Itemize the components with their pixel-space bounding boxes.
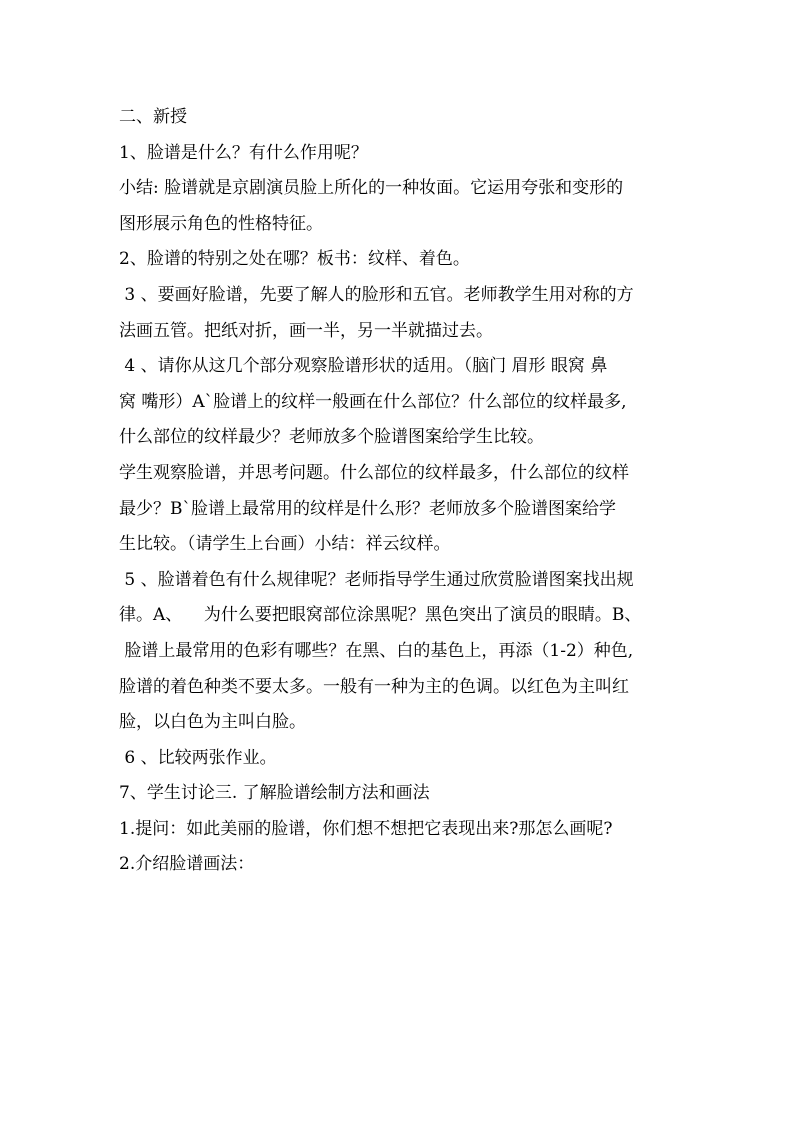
paragraph-line: 5 、脸谱着色有什么规律呢？老师指导学生通过欣赏脸谱图案找出规: [119, 569, 634, 590]
paragraph-line: 6 、比较两张作业。: [119, 747, 277, 768]
paragraph-line: 2、脸谱的特别之处在哪？板书：纹样、着色。: [119, 249, 470, 270]
paragraph-line: 律。A、 为什么要把眼窝部位涂黑呢？黑色突出了演员的眼睛。B、: [119, 605, 642, 626]
paragraph-line: 3 、要画好脸谱，先要了解人的脸形和五官。老师教学生用对称的方: [119, 284, 634, 305]
paragraph-line: 学生观察脸谱，并思考问题。什么部位的纹样最多，什么部位的纹样: [119, 462, 629, 483]
paragraph-line: 生比较。（请学生上台画）小结：祥云纹样。: [119, 534, 451, 555]
paragraph-line: 最少？B`脸谱上最常用的纹样是什么形？老师放多个脸谱图案给学: [119, 498, 616, 519]
paragraph-line: 脸谱的着色种类不要太多。一般有一种为主的色调。以红色为主叫红: [119, 676, 629, 697]
document-body: [119, 100, 685, 883]
paragraph-line: 1、脸谱是什么？有什么作用呢？: [119, 142, 368, 163]
paragraph-line: 什么部位的纹样最少？老师放多个脸谱图案给学生比较。: [119, 427, 544, 448]
paragraph-line: 图形展示角色的性格特征。: [119, 213, 323, 234]
paragraph-line: 7、学生讨论三. 了解脸谱绘制方法和画法: [119, 783, 430, 804]
paragraph-line: 窝 嘴形）A`脸谱上的纹样一般画在什么部位？什么部位的纹样最多,: [119, 391, 627, 412]
paragraph-line: 小结: 脸谱就是京剧演员脸上所化的一种妆面。它运用夸张和变形的: [119, 178, 624, 199]
paragraph-line: 脸，以白色为主叫白脸。: [119, 712, 306, 733]
paragraph-line: 脸谱上最常用的色彩有哪些？在黑、白的基色上，再添（1-2）种色,: [119, 640, 634, 661]
paragraph-line: 1.提问：如此美丽的脸谱，你们想不想把它表现出来?那怎么画呢?: [119, 818, 613, 839]
paragraph-line: 2.介绍脸谱画法：: [119, 854, 255, 875]
paragraph-line: 4 、请你从这几个部分观察脸谱形状的适用。（脑门 眉形 眼窝 鼻: [119, 356, 608, 377]
section-heading: 二、新授: [119, 107, 187, 127]
paragraph-line: 法画五管。把纸对折，画一半，另一半就描过去。: [119, 320, 493, 341]
